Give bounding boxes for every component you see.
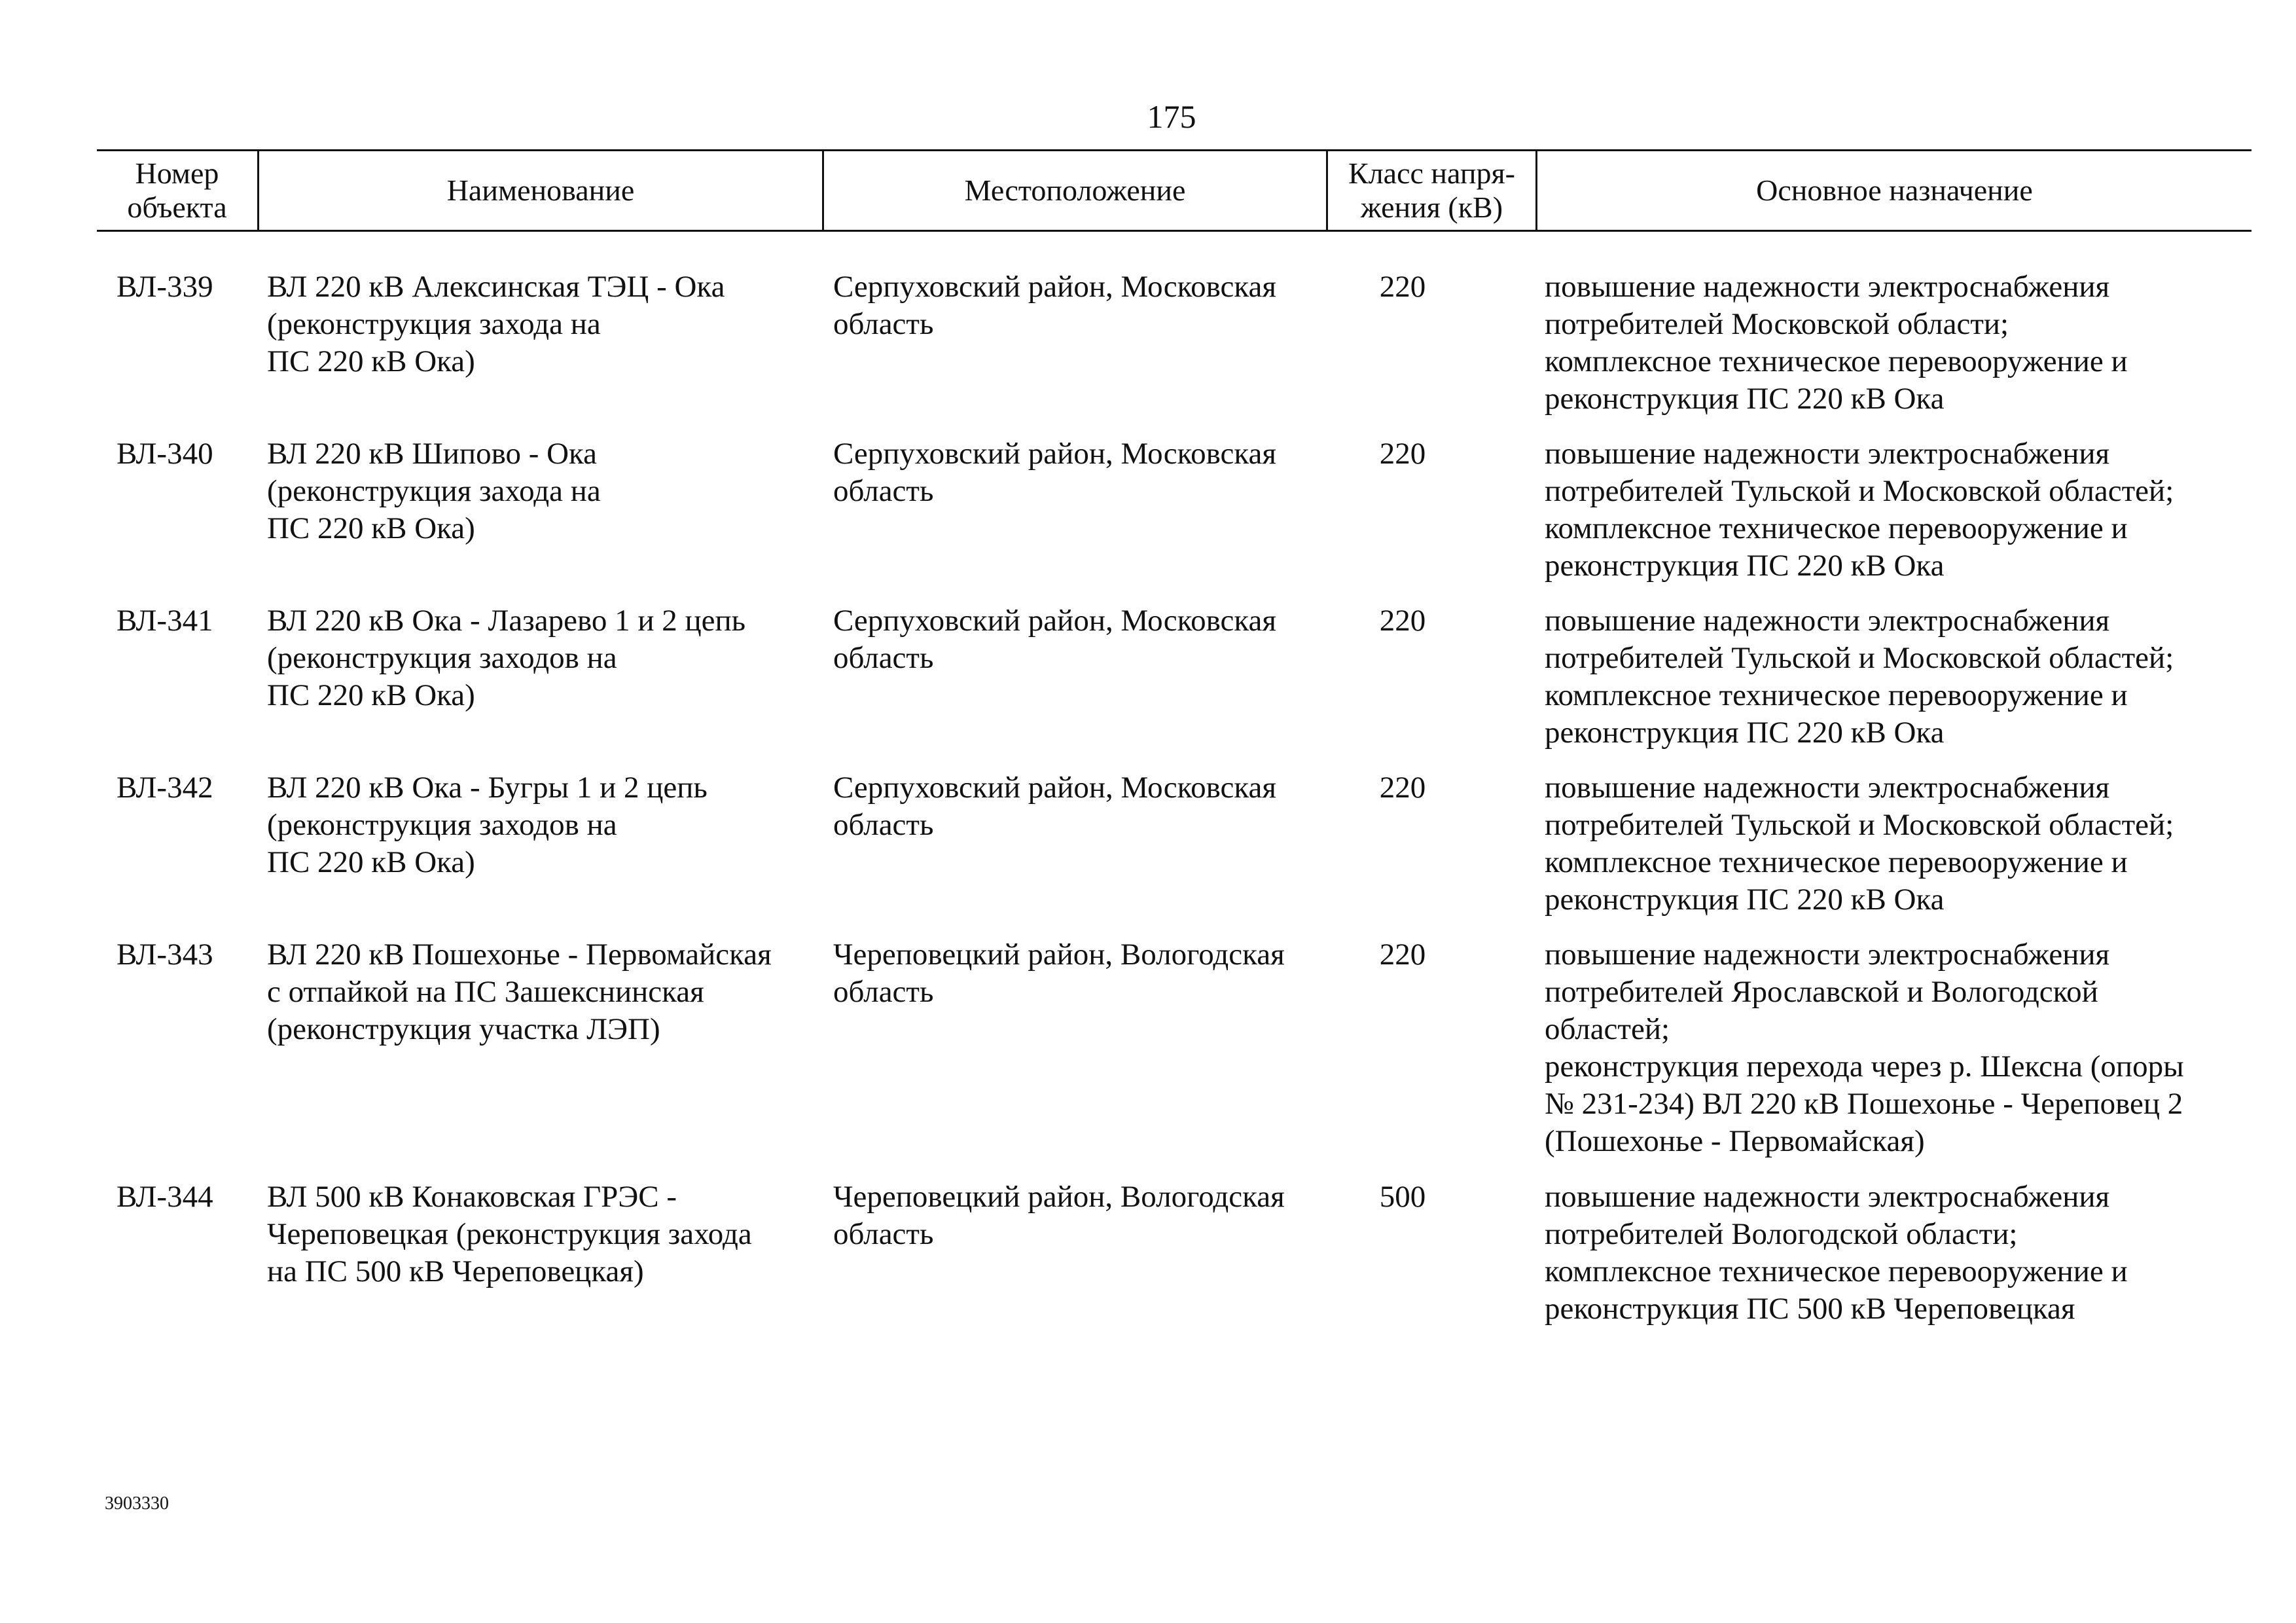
header-num: Номер объекта (127, 156, 227, 224)
cell-voltage: 220 (1379, 604, 1426, 638)
cell-name: ВЛ 220 кВ Ока - Бугры 1 и 2 цепь (реконструкция заходов на ПС 220 кВ Ока) (267, 771, 708, 879)
cell-name: ВЛ 220 кВ Ока - Лазарево 1 и 2 цепь (реконструкция заходов на ПС 220 кВ Ока) (267, 604, 746, 712)
cell-num: ВЛ-341 (117, 604, 213, 638)
header-voltage: Класс напря- жения (кВ) (1348, 156, 1515, 224)
cell-location: Серпуховский район, Московская область (833, 604, 1276, 675)
table-row (97, 602, 2251, 769)
header-purpose: Основное назначение (1756, 173, 2033, 207)
table-row (97, 268, 2251, 435)
header-location: Местоположение (964, 173, 1186, 207)
table-row (97, 936, 2251, 1178)
cell-purpose: повышение надежности электроснабжения потребителей Тульской и Московской областей; комплексное техническое перевооружение и реконструкция ПС 220 кВ Ока (1545, 437, 2174, 583)
cell-location: Череповецкий район, Вологодская область (833, 1180, 1285, 1251)
cell-num: ВЛ-342 (117, 771, 213, 805)
cell-voltage: 500 (1379, 1180, 1426, 1214)
cell-name: ВЛ 220 кВ Алексинская ТЭЦ - Ока (реконструкция захода на ПС 220 кВ Ока) (267, 270, 725, 378)
cell-purpose: повышение надежности электроснабжения потребителей Тульской и Московской областей; комплексное техническое перевооружение и реконструкция ПС 220 кВ Ока (1545, 604, 2174, 750)
document-code: 3903330 (105, 1493, 169, 1514)
cell-purpose: повышение надежности электроснабжения потребителей Вологодской области; комплексное техническое перевооружение и реконструкция ПС 500 кВ Череповецкая (1545, 1180, 2128, 1326)
table-row (97, 769, 2251, 936)
cell-location: Серпуховский район, Московская область (833, 270, 1276, 341)
cell-num: ВЛ-340 (117, 437, 213, 471)
table-body (97, 268, 2251, 1345)
cell-name: ВЛ 500 кВ Конаковская ГРЭС - Череповецкая (реконструкция захода на ПС 500 кВ Череповецкая) (267, 1180, 752, 1288)
cell-location: Серпуховский район, Московская область (833, 437, 1276, 508)
cell-voltage: 220 (1379, 771, 1426, 805)
cell-name: ВЛ 220 кВ Шипово - Ока (реконструкция захода на ПС 220 кВ Ока) (267, 437, 601, 545)
table-header (97, 149, 2251, 232)
header-name: Наименование (446, 173, 635, 207)
cell-purpose: повышение надежности электроснабжения потребителей Ярославской и Вологодской областей; реконструкция перехода через р. Шексна (опоры № 231-234) ВЛ 220 кВ Пошехонье - Череповец 2 (Пошехонье - Первомайская) (1545, 938, 2184, 1158)
cell-voltage: 220 (1379, 437, 1426, 471)
cell-voltage: 220 (1379, 938, 1426, 972)
objects-table (97, 149, 2251, 1345)
table-row (97, 435, 2251, 602)
cell-purpose: повышение надежности электроснабжения потребителей Московской области; комплексное техническое перевооружение и реконструкция ПС 220 кВ Ока (1545, 270, 2128, 416)
cell-num: ВЛ-343 (117, 938, 213, 972)
table-row (97, 1178, 2251, 1345)
cell-location: Череповецкий район, Вологодская область (833, 938, 1285, 1009)
cell-num: ВЛ-344 (117, 1180, 213, 1214)
cell-location: Серпуховский район, Московская область (833, 771, 1276, 842)
cell-num: ВЛ-339 (117, 270, 213, 304)
page-number: 175 (1147, 98, 1196, 135)
cell-purpose: повышение надежности электроснабжения потребителей Тульской и Московской областей; комплексное техническое перевооружение и реконструкция ПС 220 кВ Ока (1545, 771, 2174, 917)
cell-name: ВЛ 220 кВ Пошехонье - Первомайская с отпайкой на ПС Зашекснинская (реконструкция участка ЛЭП) (267, 938, 772, 1046)
cell-voltage: 220 (1379, 270, 1426, 304)
